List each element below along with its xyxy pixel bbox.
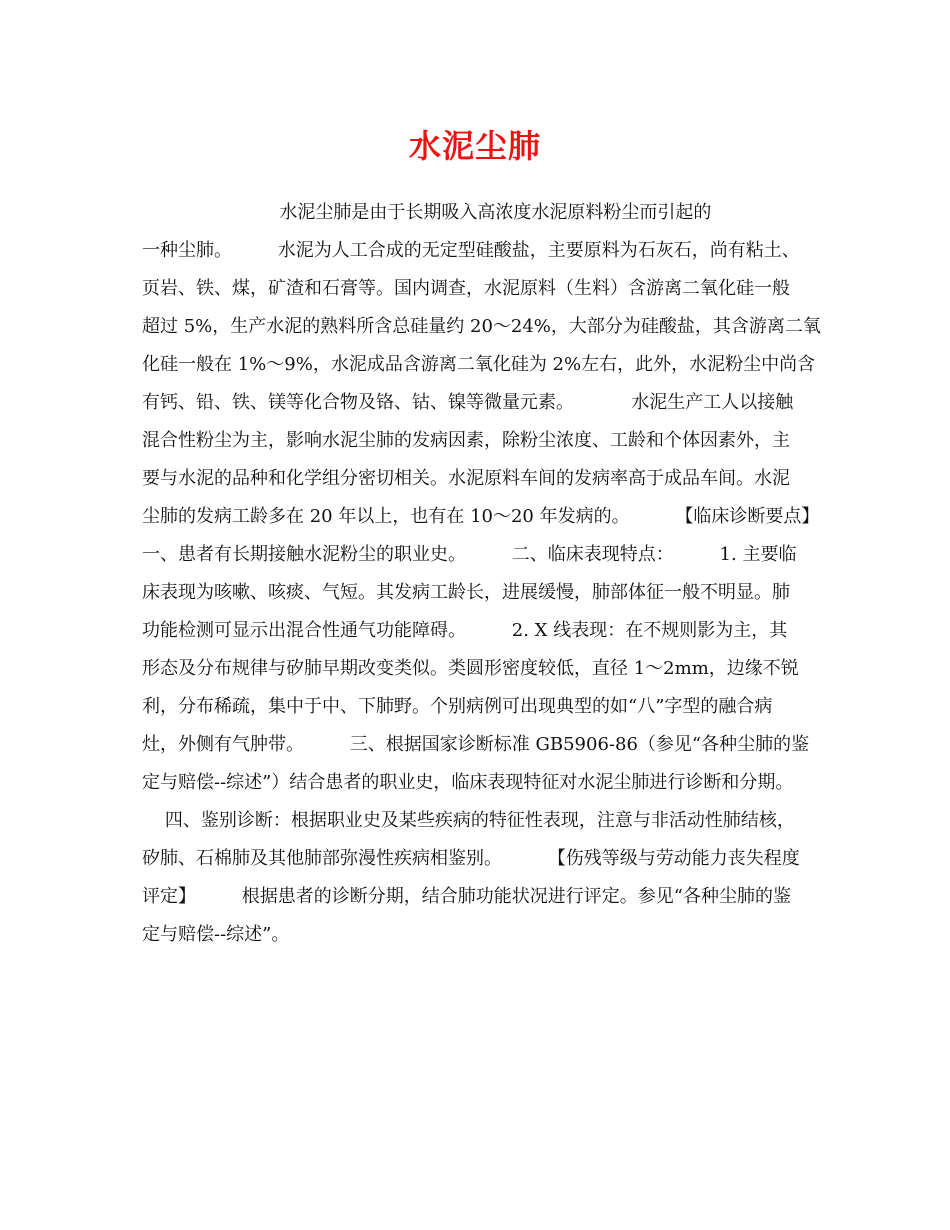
body-line: 水泥尘肺是由于长期吸入高浓度水泥原料粉尘而引起的 xyxy=(142,202,712,223)
body-line: 超过 5%，生产水泥的熟料所含总硅量约 20～24%，大部分为硅酸盐，其含游离二氧 xyxy=(142,316,821,337)
body-line: 功能检测可显示出混合性通气功能障碍。 2. X 线表现：在不规则影为主，其 xyxy=(142,620,788,641)
body-line: 利，分布稀疏，集中于中、下肺野。个别病例可出现典型的如“八”字型的融合病 xyxy=(142,696,773,717)
body-line: 一种尘肺。 水泥为人工合成的无定型硅酸盐，主要原料为石灰石，尚有粘土、 xyxy=(142,240,800,261)
body-line: 定与赔偿--综述”）结合患者的职业史，临床表现特征对水泥尘肺进行诊断和分期。 xyxy=(142,772,794,793)
body-line: 尘肺的发病工龄多在 20 年以上，也有在 10～20 年发病的。 【临床诊断要点】 xyxy=(142,506,820,527)
document-title: 水泥尘肺 xyxy=(408,127,541,165)
body-line: 评定】 根据患者的诊断分期，结合肺功能状况进行评定。参见“各种尘肺的鉴 xyxy=(142,886,791,907)
body-line: 一、患者有长期接触水泥粉尘的职业史。 二、临床表现特点： 1. 主要临 xyxy=(142,544,797,565)
body-line: 矽肺、石棉肺及其他肺部弥漫性疾病相鉴别。 【伤残等级与劳动能力丧失程度 xyxy=(142,848,800,869)
body-line: 形态及分布规律与矽肺早期改变类似。类圆形密度较低，直径 1～2mm，边缘不锐 xyxy=(142,658,799,679)
body-line: 页岩、铁、煤，矿渣和石膏等。国内调查，水泥原料（生料）含游离二氧化硅一般 xyxy=(142,278,790,299)
body-line: 定与赔偿--综述”。 xyxy=(142,924,290,945)
body-line: 要与水泥的品种和化学组分密切相关。水泥原料车间的发病率高于成品车间。水泥 xyxy=(142,468,790,489)
body-line: 床表现为咳嗽、咳痰、气短。其发病工龄长，进展缓慢，肺部体征一般不明显。肺 xyxy=(142,582,790,603)
body-line: 有钙、铅、铁、镁等化合物及铬、钴、镍等微量元素。 水泥生产工人以接触 xyxy=(142,392,794,413)
body-line: 灶，外侧有气肿带。 三、根据国家诊断标准 GB5906-86（参见“各种尘肺的鉴 xyxy=(142,734,810,755)
body-line: 四、鉴别诊断：根据职业史及某些疾病的特征性表现，注意与非活动性肺结核， xyxy=(142,810,795,831)
body-line: 化硅一般在 1%～9%，水泥成品含游离二氧化硅为 2%左右，此外，水泥粉尘中尚含 xyxy=(142,354,816,375)
body-line: 混合性粉尘为主，影响水泥尘肺的发病因素，除粉尘浓度、工龄和个体因素外，主 xyxy=(142,430,790,451)
